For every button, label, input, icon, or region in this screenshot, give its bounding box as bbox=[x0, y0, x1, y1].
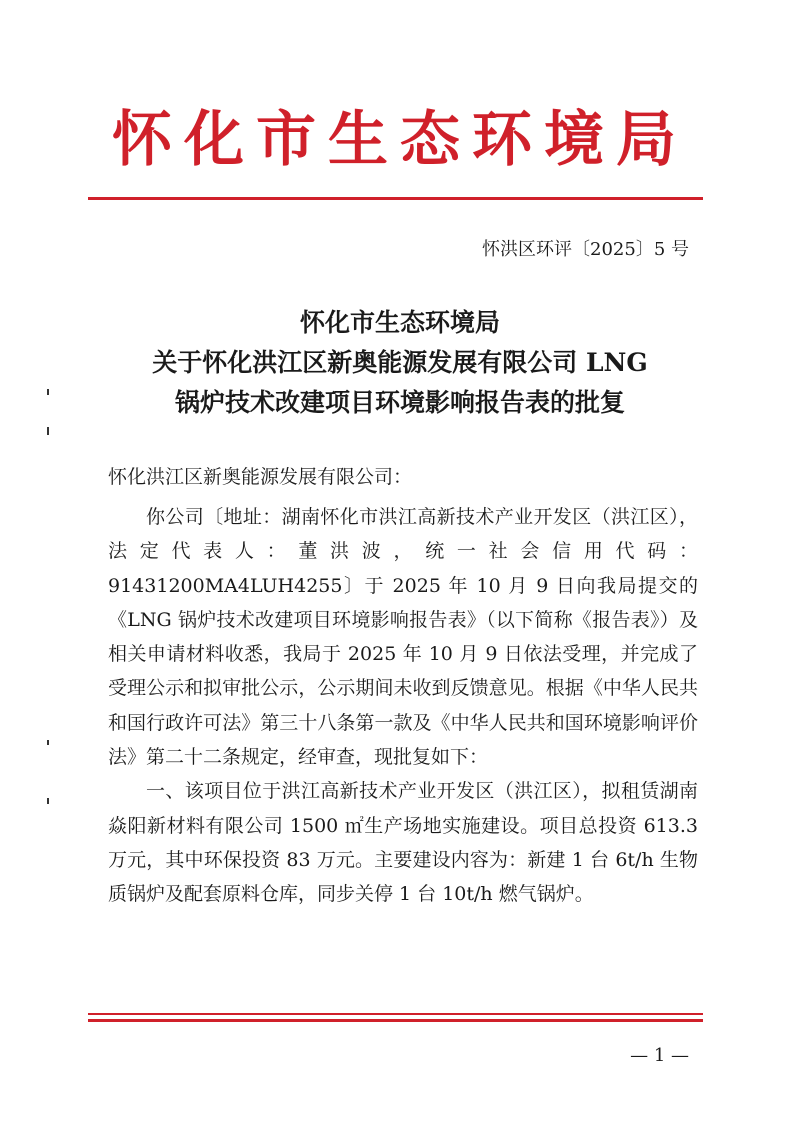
document-number: 怀洪区环评〔2025〕5 号 bbox=[482, 239, 689, 260]
title-line: 锅炉技术改建项目环境影响报告表的批复 bbox=[174, 388, 625, 417]
body-paragraph: 一、该项目位于洪江高新技术产业开发区（洪江区），拟租赁湖南焱阳新材料有限公司 1500 ㎡生产场地实施建设。项目总投资 613.3 万元，其中环保投资 83 万元。主要建设内容为：新建 1 台 6t/h 生物质锅炉及配套原料仓库，同步关停 1 台 10t/h 燃气锅炉。 bbox=[108, 780, 698, 906]
binding-mark bbox=[47, 427, 49, 435]
document-title bbox=[100, 303, 700, 423]
footer-red-line bbox=[88, 1019, 703, 1022]
title-line: 怀化市生态环境局 bbox=[299, 308, 500, 337]
recipient: 怀化洪江区新奥能源发展有限公司： bbox=[108, 466, 413, 488]
binding-mark bbox=[47, 740, 49, 745]
binding-mark bbox=[47, 798, 49, 804]
header-red-line bbox=[88, 197, 703, 200]
title-line: 关于怀化洪江区新奥能源发展有限公司 LNG bbox=[152, 348, 648, 377]
footer-red-line bbox=[88, 1013, 703, 1015]
binding-mark bbox=[47, 389, 49, 395]
page-number: — 1 — bbox=[630, 1045, 689, 1066]
agency-header: 怀化市生态环境局 bbox=[112, 105, 688, 175]
body-text bbox=[108, 500, 698, 912]
body-paragraph: 你公司〔地址：湖南怀化市洪江高新技术产业开发区（洪江区），法定代表人：董洪波，统一社会信用代码：91431200MA4LUH4255〕于 2025 年 10 月 9 日向我局提交的《LNG 锅炉技术改建项目环境影响报告表》（以下简称《报告表》）及相关申请材料收悉，我局于 2025 年 10 月 9 日依法受理，并完成了受理公示和拟审批公示，公示期间未收到反馈意见。根据《中华人民共和国行政许可法》第三十八条第一款及《中华人民共和国环境影响评价法》第二十二条规定，经审查，现批复如下： bbox=[108, 506, 698, 769]
